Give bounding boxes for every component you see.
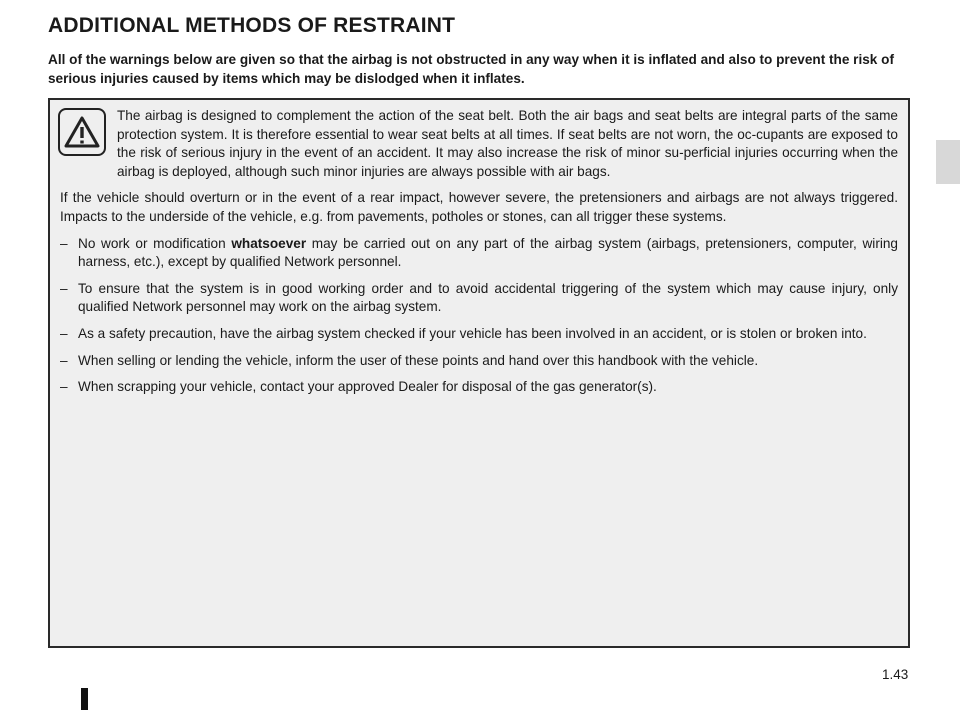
intro-text: All of the warnings below are given so that the airbag is not obstructed in any way when it is inflated and also to prevent the risk of serious injuries caused by items which may be dislodged when it inflates.: [48, 52, 894, 86]
bullet-emphasis: whatsoever: [231, 235, 307, 251]
warning-lead: The airbag is designed to complement the action of the seat belt. Both the air bags and seat belts are integral parts of the same protection system. It is therefore essential to wear seat belts at all times. If seat belts are not worn, the oc-cupants are exposed to the risk of serious injury in the event of an accident. It may also increase the risk of minor su-perficial injuries occurring when the airbag is deployed, although such minor injuries are always possible with air bags.: [117, 108, 898, 179]
bullet-text-part: No work or modification: [78, 235, 232, 251]
bullet-text-part: may be carried out on any part of the airbag system (airbags, pretensioners, computer, wiring harness, etc.), except by qualified Network personnel.: [78, 235, 898, 270]
bullet-text: To ensure that the system is in good working order and to avoid accidental triggering of the system which may cause injury, only qualified Network personnel may work on the airbag system.: [78, 280, 898, 315]
bullet-dash: –: [60, 379, 68, 395]
page-title: ADDITIONAL METHODS OF RESTRAINT: [48, 14, 456, 37]
bullet-text: When scrapping your vehicle, contact your approved Dealer for disposal of the gas generator(s).: [78, 379, 657, 395]
warning-box: [48, 98, 910, 648]
section-tab: [936, 140, 960, 184]
bullet-text: When selling or lending the vehicle, inform the user of these points and hand over this handbook with the vehicle.: [78, 352, 759, 368]
page-number: 1.43: [882, 667, 909, 682]
warning-paragraph: If the vehicle should overturn or in the event of a rear impact, however severe, the pretensioners and airbags are not always triggered. Impacts to the underside of the vehicle, e.g. from pavements, potholes or stones, can all trigger these systems.: [60, 190, 898, 224]
bullet-text: As a safety precaution, have the airbag system checked if your vehicle has been involved in an accident, or is stolen or broken into.: [78, 325, 867, 341]
bullet-dash: –: [60, 352, 68, 368]
bullet-dash: –: [60, 325, 68, 341]
list-item: [60, 352, 898, 371]
list-item: [60, 235, 898, 272]
bullet-text: [78, 235, 898, 272]
bullet-dash: –: [60, 235, 68, 251]
warning-text: [60, 107, 898, 405]
list-item: [60, 378, 898, 397]
list-item: [60, 325, 898, 344]
bullet-dash: –: [60, 280, 68, 296]
print-mark: [81, 688, 88, 710]
list-item: [60, 280, 898, 317]
